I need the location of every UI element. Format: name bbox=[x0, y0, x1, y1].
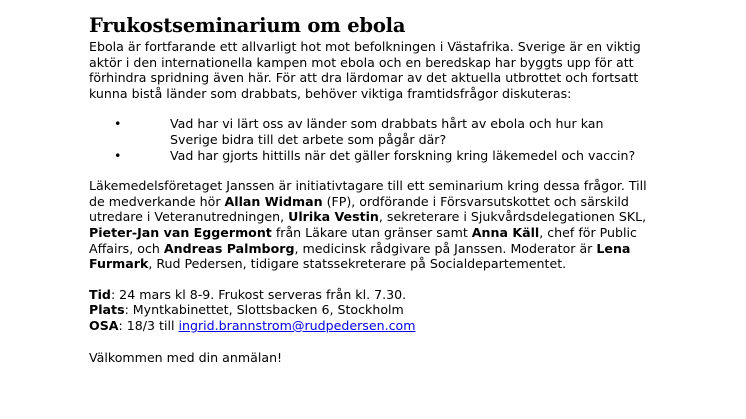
participant-name: Anna Käll bbox=[471, 224, 540, 240]
document-page bbox=[89, 14, 649, 365]
participants-text: , sekreterare i Sjukvårdsdelegationen SKL, bbox=[378, 209, 647, 225]
osa-prefix: : 18/3 till bbox=[118, 317, 179, 333]
time-value: : 24 mars kl 8-9. Frukost serveras från kl. 7.30. bbox=[110, 286, 407, 302]
participants-text: från Läkare utan gränser samt bbox=[271, 224, 472, 240]
email-link[interactable]: ingrid.brannstrom@rudpedersen.com bbox=[178, 317, 416, 333]
question-list bbox=[89, 116, 649, 163]
participant-name: Andreas Palmborg bbox=[163, 240, 295, 256]
participant-name: Allan Widman bbox=[224, 193, 323, 209]
participants-text: , chef för Public Affairs, och bbox=[89, 224, 637, 256]
closing-text: Välkommen med din anmälan! bbox=[89, 349, 283, 365]
place-value: : Myntkabinettet, Slottsbacken 6, Stockholm bbox=[124, 302, 404, 318]
place-label: Plats bbox=[89, 302, 125, 318]
osa-line bbox=[89, 318, 649, 334]
participants-text: (FP), ordförande i Försvarsutskottet och särskild utredare i Veteranutredningen, bbox=[89, 193, 629, 225]
time-line bbox=[89, 287, 649, 303]
list-item bbox=[89, 116, 649, 147]
osa-label: OSA bbox=[89, 317, 119, 333]
question-text: Vad har gjorts hittills när det gäller forskning kring läkemedel och vaccin? bbox=[170, 147, 636, 163]
bullet-icon: • bbox=[114, 147, 122, 163]
page-title: Frukostseminarium om ebola bbox=[89, 14, 406, 37]
participants-text: Läkemedelsföretaget Janssen är initiativtagare till ett seminarium kring dessa frågor. Till de medverkande hör bbox=[89, 178, 647, 209]
participant-name: Ulrika Vestin bbox=[288, 209, 379, 225]
place-line bbox=[89, 302, 649, 318]
participants-paragraph bbox=[89, 178, 649, 272]
intro-paragraph: Ebola är fortfarande ett allvarligt hot mot befolkningen i Västafrika. Sverige är en viktig aktör i den internationella kampen mot ebola och en beredskap har byggts upp för att förhindra spridning även här. För att dra lärdomar av det aktuella utbrottet och fortsatt kunna bistå länder som drabbats, behöver viktiga framtidsfrågor diskuteras: bbox=[89, 39, 641, 101]
participants-text: , Rud Pedersen, tidigare statssekreterare på Socialdepartementet. bbox=[148, 256, 567, 272]
question-text: Vad har vi lärt oss av länder som drabbats hårt av ebola och hur kan Sverige bidra till det arbete som pågår där? bbox=[170, 116, 604, 147]
participants-text: , medicinsk rådgivare på Janssen. Moderator är bbox=[294, 240, 597, 256]
time-label: Tid bbox=[89, 286, 111, 302]
moderator-name: Lena Furmark bbox=[89, 240, 631, 272]
participant-name: Pieter-Jan van Eggermont bbox=[89, 224, 272, 240]
list-item bbox=[89, 148, 649, 164]
event-info bbox=[89, 287, 649, 334]
bullet-icon: • bbox=[114, 116, 122, 132]
